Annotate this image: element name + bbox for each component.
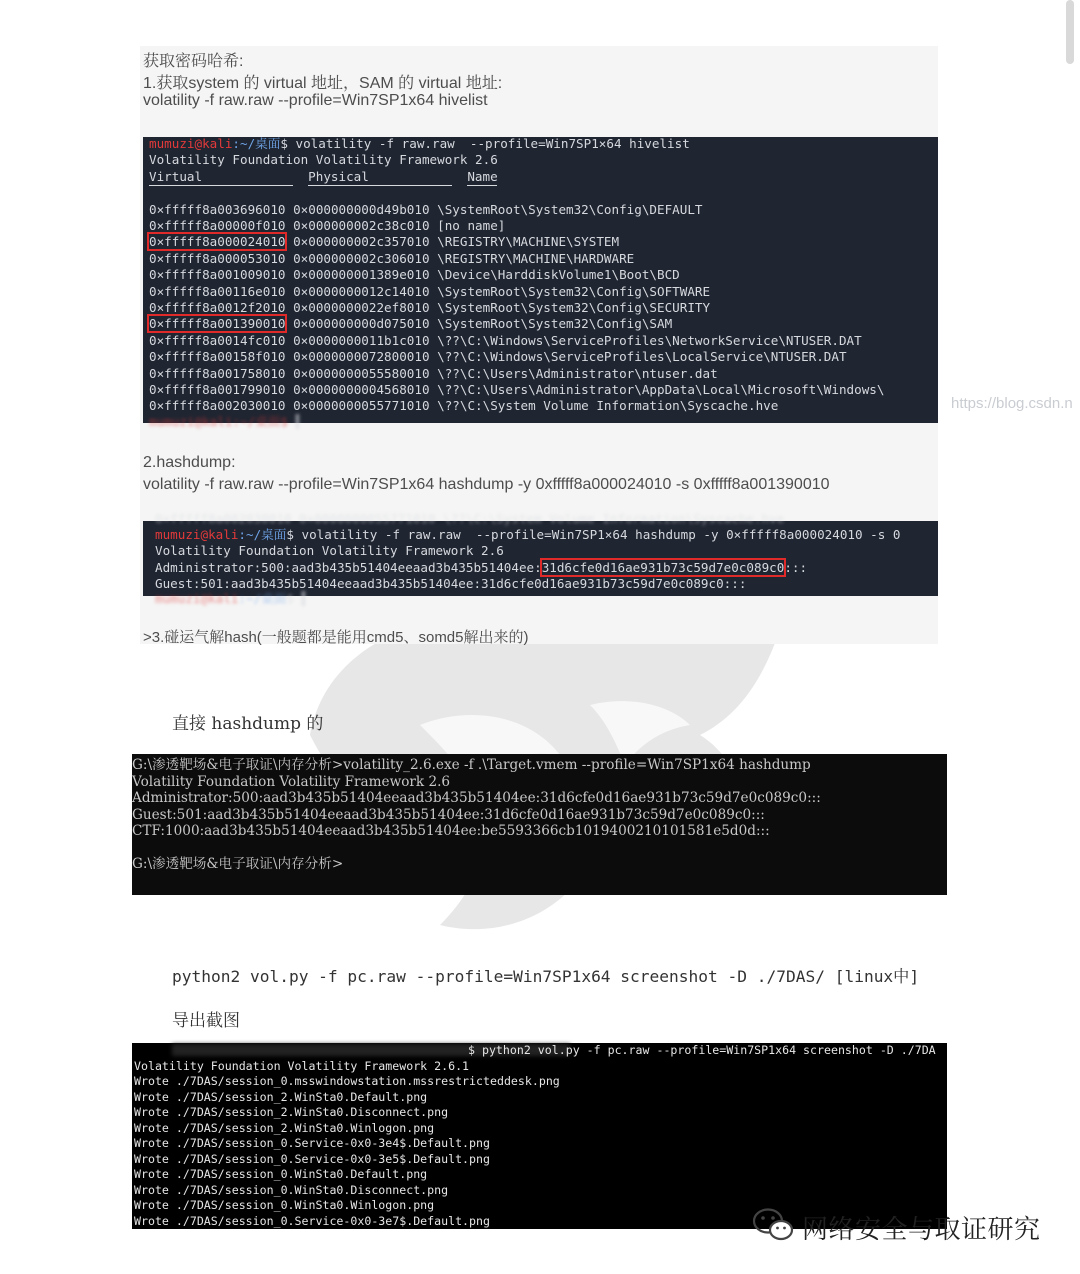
- physical-and-name: 0×000000000d075010 \SystemRoot\System32\Config\SAM: [285, 316, 673, 332]
- hivelist-terminal-screenshot: [143, 136, 1073, 429]
- virtual-address: 0×fffff8a003696010: [149, 201, 286, 217]
- virtual-address: 0×fffff8a0014fc010: [149, 332, 286, 348]
- virtual-address: 0×fffff8a002030010: [149, 398, 286, 414]
- note-step-1: 1.获取system 的 virtual 地址，SAM 的 virtual 地址:: [143, 75, 503, 92]
- virtual-address: 0×fffff8a0012f2010: [149, 299, 286, 315]
- hivelist-row: [149, 284, 710, 300]
- linux-output-line: Wrote ./7DAS/session_2.WinSta0.Default.png: [134, 1089, 428, 1104]
- cmd-line: Guest:501:aad3b435b51404eeaad3b435b51404ee:31d6cfe0d16ae931b73c59d7e0c089c0:::: [132, 806, 765, 823]
- hivelist-row: [149, 267, 680, 283]
- hivelist-row: [149, 251, 634, 267]
- terminal-prompt-line: mumuzi@kali:~/桌面$ volatility -f raw.raw --profile=Win7SP1×64 hashdump -y 0×fffff8a000024010 -s 0: [155, 527, 901, 542]
- paragraph-export-screenshot: 导出截图: [172, 1011, 240, 1031]
- terminal-trailing-prompt: mumuzi@kali:~/桌面$ ▌: [149, 414, 304, 429]
- terminal-prompt-line: mumuzi@kali:~/桌面$ volatility -f raw.raw --profile=Win7SP1×64 hivelist: [149, 136, 690, 151]
- physical-and-name: 0×000000001389e010 \Device\HarddiskVolume1\Boot\BCD: [285, 267, 680, 283]
- physical-and-name: 0×000000002c306010 \REGISTRY\MACHINE\HARDWARE: [285, 250, 635, 266]
- physical-and-name: 0×0000000072800010 \??\C:\Windows\ServiceProfiles\LocalService\NTUSER.DAT: [285, 349, 847, 365]
- note-hivelist-command: volatility -f raw.raw --profile=Win7SP1x64 hivelist: [143, 92, 488, 109]
- admin-hash-line: Administrator:500:aad3b435b51404eeaad3b435b51404ee:31d6cfe0d16ae931b73c59d7e0c089c0:::: [155, 559, 808, 575]
- hivelist-row: [149, 333, 862, 349]
- physical-and-name: 0×000000000d49b010 \SystemRoot\System32\Config\DEFAULT: [285, 201, 703, 217]
- virtual-address: 0×fffff8a001758010: [149, 365, 286, 381]
- note-step-2: 2.hashdump:: [143, 454, 236, 471]
- virtual-address: 0×fffff8a001009010: [149, 267, 286, 283]
- csdn-watermark: https://blog.csdn.n: [951, 395, 1073, 412]
- physical-and-name: 0×0000000022ef8010 \SystemRoot\System32\Config\SECURITY: [285, 299, 711, 315]
- cmd-line: Volatility Foundation Volatility Framework 2.6: [132, 773, 451, 790]
- account-name: 网络安全与取证研究: [802, 1214, 1041, 1244]
- virtual-address: 0×fffff8a000024010: [149, 234, 286, 250]
- virtual-address: 0×fffff8a00000f010: [149, 217, 286, 233]
- physical-and-name: 0×0000000055771010 \??\C:\System Volume Information\Syscache.hve: [285, 398, 779, 414]
- hivelist-row: [149, 300, 710, 316]
- hashdump-terminal-screenshot: [143, 511, 938, 606]
- virtual-address: 0×fffff8a001390010: [149, 316, 286, 332]
- hivelist-row: [149, 366, 718, 382]
- admin-ntlm-hash-highlight: 31d6cfe0d16ae931b73c59d7e0c089c0: [541, 559, 785, 575]
- guest-hash-line: Guest:501:aad3b435b51404eeaad3b435b51404ee:31d6cfe0d16ae931b73c59d7e0c089c0:::: [155, 576, 747, 592]
- hivelist-header: Virtual Physical Name: [149, 169, 497, 186]
- windows-cmd-screenshot: [132, 754, 947, 895]
- screenshot-command-line: $ python2 vol.py -f pc.raw --profile=Win7SP1x64 screenshot -D ./7DA: [468, 1043, 936, 1057]
- cmd-line: G:\渗透靶场&电子取证\内存分析>volatility_2.6.exe -f .\Target.vmem --profile=Win7SP1x64 hashdump: [132, 757, 811, 773]
- terminal-banner: Volatility Foundation Volatility Framework 2.6: [149, 152, 498, 168]
- linux-terminal-screenshot: [132, 1043, 947, 1229]
- wechat-icon: [752, 1206, 794, 1242]
- hivelist-row: [149, 382, 884, 398]
- cropped-next-prompt: mumuzi@kali:~/桌面$ ▌: [155, 591, 310, 606]
- virtual-address: 0×fffff8a00158f010: [149, 349, 286, 365]
- note-step-3: >3.碰运气解hash(一般题都是能用cmd5、somd5解出来的): [143, 629, 529, 646]
- note-heading: 获取密码哈希:: [143, 53, 244, 70]
- hivelist-row: [149, 218, 505, 234]
- linux-output-line: Wrote ./7DAS/session_0.WinSta0.Disconnect.png: [134, 1182, 449, 1197]
- physical-and-name: 0×000000002c357010 \REGISTRY\MACHINE\SYSTEM: [285, 234, 620, 250]
- terminal-banner: Volatility Foundation Volatility Framework 2.6: [155, 543, 504, 559]
- linux-output-line: Wrote ./7DAS/session_0.WinSta0.Winlogon.png: [134, 1198, 435, 1212]
- paragraph-screenshot-command: python2 vol.py -f pc.raw --profile=Win7SP1x64 screenshot -D ./7DAS/ [linux中]: [172, 967, 920, 986]
- linux-output-line: Wrote ./7DAS/session_0.Service-0x0-3e5$.Default.png: [134, 1151, 490, 1166]
- hivelist-row: [149, 398, 778, 414]
- physical-and-name: 0×0000000004568010 \??\C:\Users\Administrator\AppData\Local\Microsoft\Windows\: [285, 381, 885, 397]
- linux-output-line: Volatility Foundation Volatility Framework 2.6.1: [134, 1058, 470, 1073]
- linux-output-line: Wrote ./7DAS/session_2.WinSta0.Disconnect.png: [134, 1105, 449, 1119]
- physical-and-name: 0×000000002c38c010 [no name]: [285, 217, 506, 233]
- cmd-line: Administrator:500:aad3b435b51404eeaad3b435b51404ee:31d6cfe0d16ae931b73c59d7e0c089c0:::: [132, 790, 821, 806]
- hivelist-row: [149, 316, 672, 332]
- linux-output-line: Wrote ./7DAS/session_0.WinSta0.Default.png: [134, 1167, 428, 1181]
- virtual-address: 0×fffff8a00116e010: [149, 283, 286, 299]
- physical-and-name: 0×0000000011b1c010 \??\C:\Windows\ServiceProfiles\NetworkService\NTUSER.DAT: [285, 332, 862, 348]
- linux-output-line: Wrote ./7DAS/session_0.Service-0x0-3e4$.Default.png: [134, 1136, 490, 1150]
- paragraph-direct-hashdump: 直接 hashdump 的: [172, 714, 324, 734]
- note-hashdump-command: volatility -f raw.raw --profile=Win7SP1x64 hashdump -y 0xfffff8a000024010 -s 0xfffff8a001390010: [143, 476, 830, 493]
- cropped-previous-line: 0×fffff8a002030010 0×0000000055771010 \??\C:\System Volume Information\Syscache.hve: [155, 511, 785, 526]
- cmd-line: G:\渗透靶场&电子取证\内存分析>: [132, 856, 344, 872]
- linux-output-line: Wrote ./7DAS/session_2.WinSta0.Winlogon.png: [134, 1120, 435, 1135]
- cmd-line: CTF:1000:aad3b435b51404eeaad3b435b51404ee:be5593366cb1019400210101581e5d0d:::: [132, 823, 770, 839]
- virtual-address: 0×fffff8a001799010: [149, 381, 286, 397]
- virtual-address: 0×fffff8a000053010: [149, 250, 286, 266]
- physical-and-name: 0×0000000055580010 \??\C:\Users\Administrator\ntuser.dat: [285, 365, 718, 381]
- hivelist-row: [149, 349, 847, 365]
- linux-output-line: Wrote ./7DAS/session_0.msswindowstation.mssrestricteddesk.png: [134, 1074, 560, 1088]
- hivelist-row: [149, 234, 619, 250]
- scrollbar-thumb[interactable]: [1066, 0, 1074, 64]
- hivelist-row: [149, 202, 703, 218]
- physical-and-name: 0×0000000012c14010 \SystemRoot\System32\Config\SOFTWARE: [285, 283, 711, 299]
- linux-output-line: Wrote ./7DAS/session_0.Service-0x0-3e7$.Default.png: [134, 1213, 490, 1228]
